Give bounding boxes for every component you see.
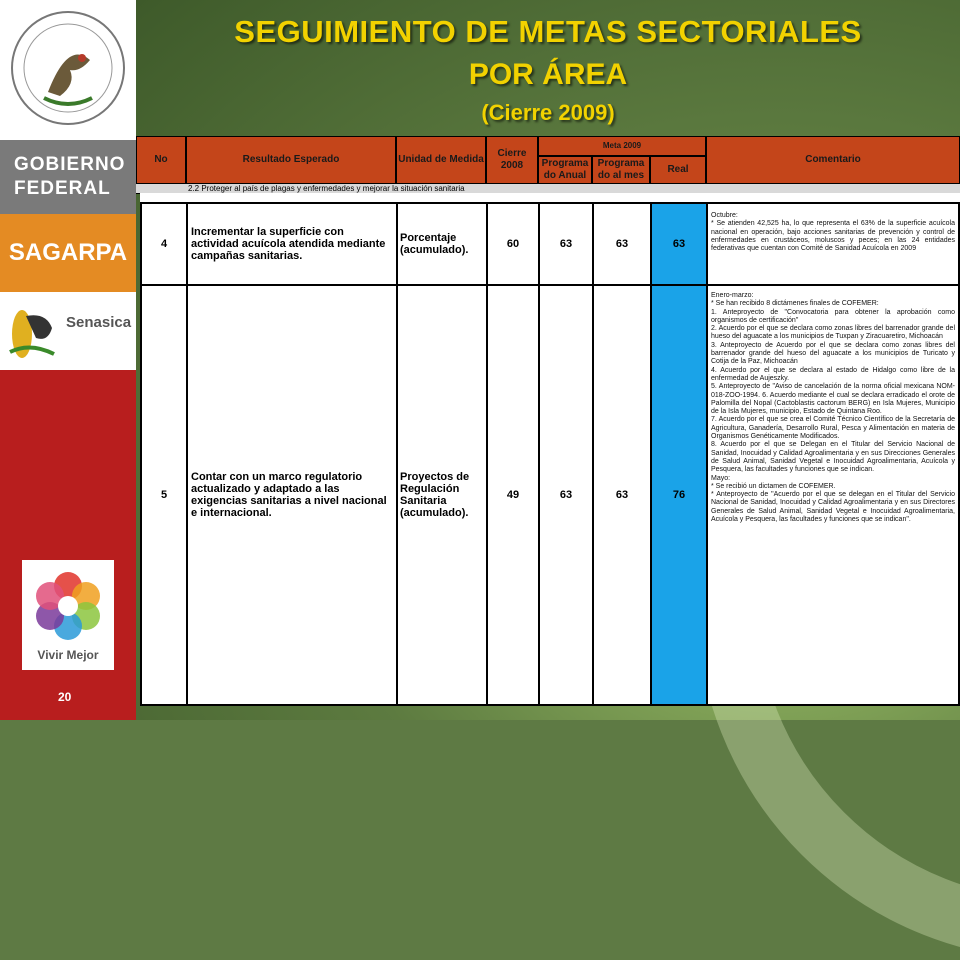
header-meta: Meta 2009 [538, 136, 706, 156]
row5-resultado: Contar con un marco regulatorio actualizado y adaptado a las exigencias sanitarias a nivel nacional e internacional. [187, 285, 397, 705]
senasica-label: Senasica [66, 314, 132, 331]
vivir-mejor-logo [22, 560, 114, 670]
page-number: 20 [58, 690, 72, 704]
row5-no: 5 [141, 285, 187, 705]
senasica-emblem-icon [0, 292, 60, 370]
row4-real: 63 [651, 203, 707, 285]
header-unidad: Unidad de Medida [396, 136, 486, 184]
eagle-seal-icon [0, 0, 136, 140]
row4-resultado: Incrementar la superficie con actividad acuícola atendida mediante campañas sanitarias. [187, 203, 397, 285]
header-programa-anual: Programa do Anual [538, 156, 592, 184]
row4-comentario-cell [707, 203, 959, 285]
sidebar [0, 0, 136, 720]
sagarpa-logo: SAGARPA [0, 214, 136, 292]
row4-cierre: 60 [487, 203, 539, 285]
gobierno-federal-logo [0, 140, 136, 214]
row5-programa-anual: 63 [539, 285, 593, 705]
goals-table [140, 202, 960, 706]
row5-cierre: 49 [487, 285, 539, 705]
senasica-logo [0, 292, 136, 370]
row4-no: 4 [141, 203, 187, 285]
header-cierre: Cierre 2008 [486, 136, 538, 184]
row5-programa-mes: 63 [593, 285, 651, 705]
header-resultado: Resultado Esperado [186, 136, 396, 184]
header-programa-mes: Programa do al mes [592, 156, 650, 184]
header-no: No [136, 136, 186, 184]
title-line-2: POR ÁREA [468, 58, 628, 91]
header-comentario: Comentario [706, 136, 960, 184]
row5-unidad: Proyectos de Regulación Sanitaria (acumulado). [397, 285, 487, 705]
title-line-1: SEGUIMIENTO DE METAS SECTORIALES [234, 14, 862, 49]
row5-comentario-cell [707, 285, 959, 705]
title-line-3: (Cierre 2009) [481, 100, 615, 125]
row4-programa-anual: 63 [539, 203, 593, 285]
table-gap [140, 193, 960, 202]
row4-comentario: Octubre: * Se atienden 42,525 ha, lo que representa el 63% de la superficie acuícola nacional en operación, bajo acciones sanitarias de prevención y control de enfermedades en crustáceos, moluscos y peces; en las 24 entidades federativas que cuentan con Comité de Sanidad Acuícola en 2009 [711, 212, 955, 253]
flower-emblem-icon [22, 560, 114, 646]
row4-programa-mes: 63 [593, 203, 651, 285]
table-header [136, 136, 960, 184]
gobierno-label: GOBIERNO [14, 154, 126, 175]
vivir-mejor-label: Vivir Mejor [37, 648, 99, 662]
header-real: Real [650, 156, 706, 184]
mexico-coat-of-arms-logo [0, 0, 136, 140]
row4-unidad: Porcentaje (acumulado). [397, 203, 487, 285]
objective-text: 2.2 Proteger al país de plagas y enfermedades y mejorar la situación sanitaria [188, 184, 465, 193]
row5-real: 76 [651, 285, 707, 705]
row5-comentario: Enero-marzo: * Se han recibido 8 dictámenes finales de COFEMER: 1. Anteproyecto de "Convocatoria para obtener la aprobación como organismos de certificación" 2. Acuerdo por el que se declara como zonas libres del barrenador grande del hueso del aguacate a los municipios de Tuxpan y Ziracuaretiro, Michoacán 3. Anteproyecto de Acuerdo por el que se declara como zonas libres del barrenador grande del hueso del aguacate a los municipios de Turicato y Cotija de la Paz, Michoacán 4. Acuerdo por el que se declara al estado de Hidalgo como libre de la enfermedad de Aujeszky. 5. Anteproyecto de "Aviso de cancelación de la norma oficial mexicana NOM-018-ZOO-1994. 6. Acuerdo mediante el cual se declara erradicado el orote de Palomilla del Nopal (Cactoblastis cactorum BERG) en Isla Mujeres, Municipio de la Isla Mujeres, municipio, Estado de Quintana Roo. 7. Acuerdo por el que se crea el Comité Técnico Científico de la Secretaría de Agricultura, Ganadería, Desarrollo Rural, Pesca y Alimentación en materia de Organismos Genéticamente Modificados. 8. Acuerdo por el que se Delegan en el Titular del Servicio Nacional de Sanidad, Inocuidad y Calidad Agroalimentaria y en sus Direcciones Generales de Salud Animal, Sanidad Vegetal e Inocuidad Agroalimentaria, Acuícola y Pesquera, las facultades y funciones que se indican. Mayo: * Se recibió un dictamen de COFEMER. * Anteproyecto de "Acuerdo por el que se delegan en el Titular del Servicio Nacional de Sanidad, Inocuidad y Calidad Agroalimentaria y en sus Directores Generales de Salud Animal, Sanidad Vegetal e Inocuidad Agroalimentaria, Acuícola y Pesquera, las facultades y funciones que se indican". [711, 292, 955, 524]
federal-label: FEDERAL [14, 178, 111, 199]
